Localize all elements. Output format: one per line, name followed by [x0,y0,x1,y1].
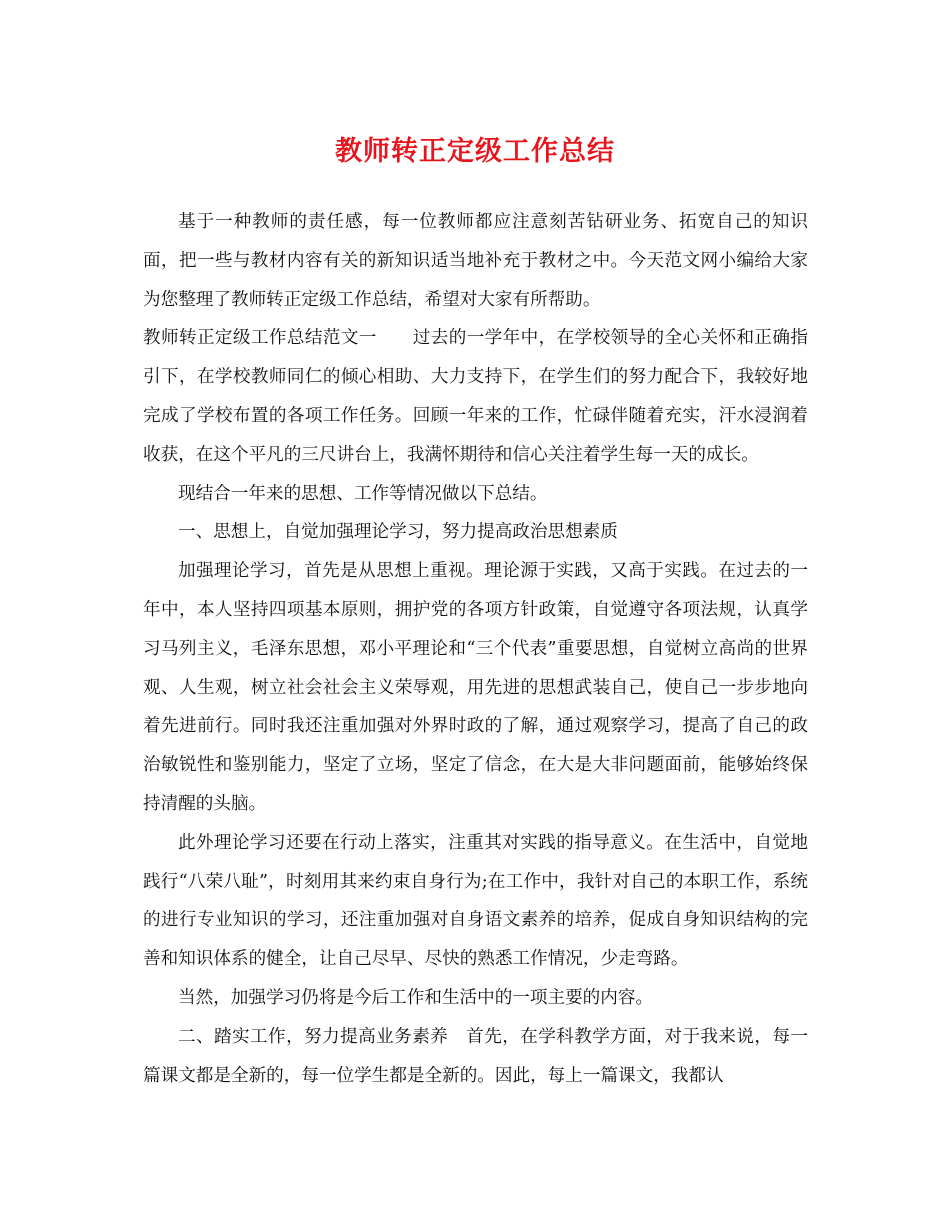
section-heading-work: 二、踏实工作，努力提高业务素养 首先，在学科教学方面，对于我来说，每一篇课文都是全新的，每一位学生都是全新的。因此，每上一篇课文，我都认 [143,1026,808,1086]
document-body [143,203,808,1095]
paragraph-theory-study: 加强理论学习，首先是从思想上重视。理论源于实践，又高于实践。在过去的一年中，本人坚持四项基本原则，拥护党的各项方针政策，自觉遵守各项法规，认真学习马列主义，毛泽东思想，邓小平理论和“三个代表”重要思想，自觉树立高尚的世界观、人生观，树立社会社会主义荣辱观，用先进的思想武装自己，使自己一步步地向着先进前行。同时我还注重加强对外界时政的了解，通过观察学习，提高了自己的政治敏锐性和鉴别能力，坚定了立场，坚定了信念，在大是大非问题面前，能够始终保持清醒的头脑。 [143,561,808,814]
paragraph-sample-one: 教师转正定级工作总结范文一 过去的一学年中，在学校领导的全心关怀和正确指引下，在学校教师同仁的倾心相助、大力支持下，在学生们的努力配合下，我较好地完成了学校布置的各项工作任务。回顾一年来的工作，忙碌伴随着充实，汗水浸润着收获，在这个平凡的三尺讲台上，我满怀期待和信心关注着学生每一天的成长。 [143,328,808,465]
paragraph-intro: 基于一种教师的责任感，每一位教师都应注意刻苦钻研业务、拓宽自己的知识面，把一些与教材内容有关的新知识适当地补充于教材之中。今天范文网小编给大家为您整理了教师转正定级工作总结，希望对大家有所帮助。 [143,212,808,310]
document-title: 教师转正定级工作总结 [335,136,615,167]
paragraph-practice: 此外理论学习还要在行动上落实，注重其对实践的指导意义。在生活中，自觉地践行“八荣八耻”，时刻用其来约束自身行为;在工作中，我针对自己的本职工作，系统的进行专业知识的学习，还注重加强对自身语文素养的培养，促成自身知识结构的完善和知识体系的健全，让自己尽早、尽快的熟悉工作情况，少走弯路。 [143,832,808,970]
section-heading-thought: 一、思想上，自觉加强理论学习，努力提高政治思想素质 [178,522,618,543]
paragraph-continued-study: 当然，加强学习仍将是今后工作和生活中的一项主要的内容。 [178,987,654,1008]
paragraph-summary-lead: 现结合一年来的思想、工作等情况做以下总结。 [178,483,548,504]
